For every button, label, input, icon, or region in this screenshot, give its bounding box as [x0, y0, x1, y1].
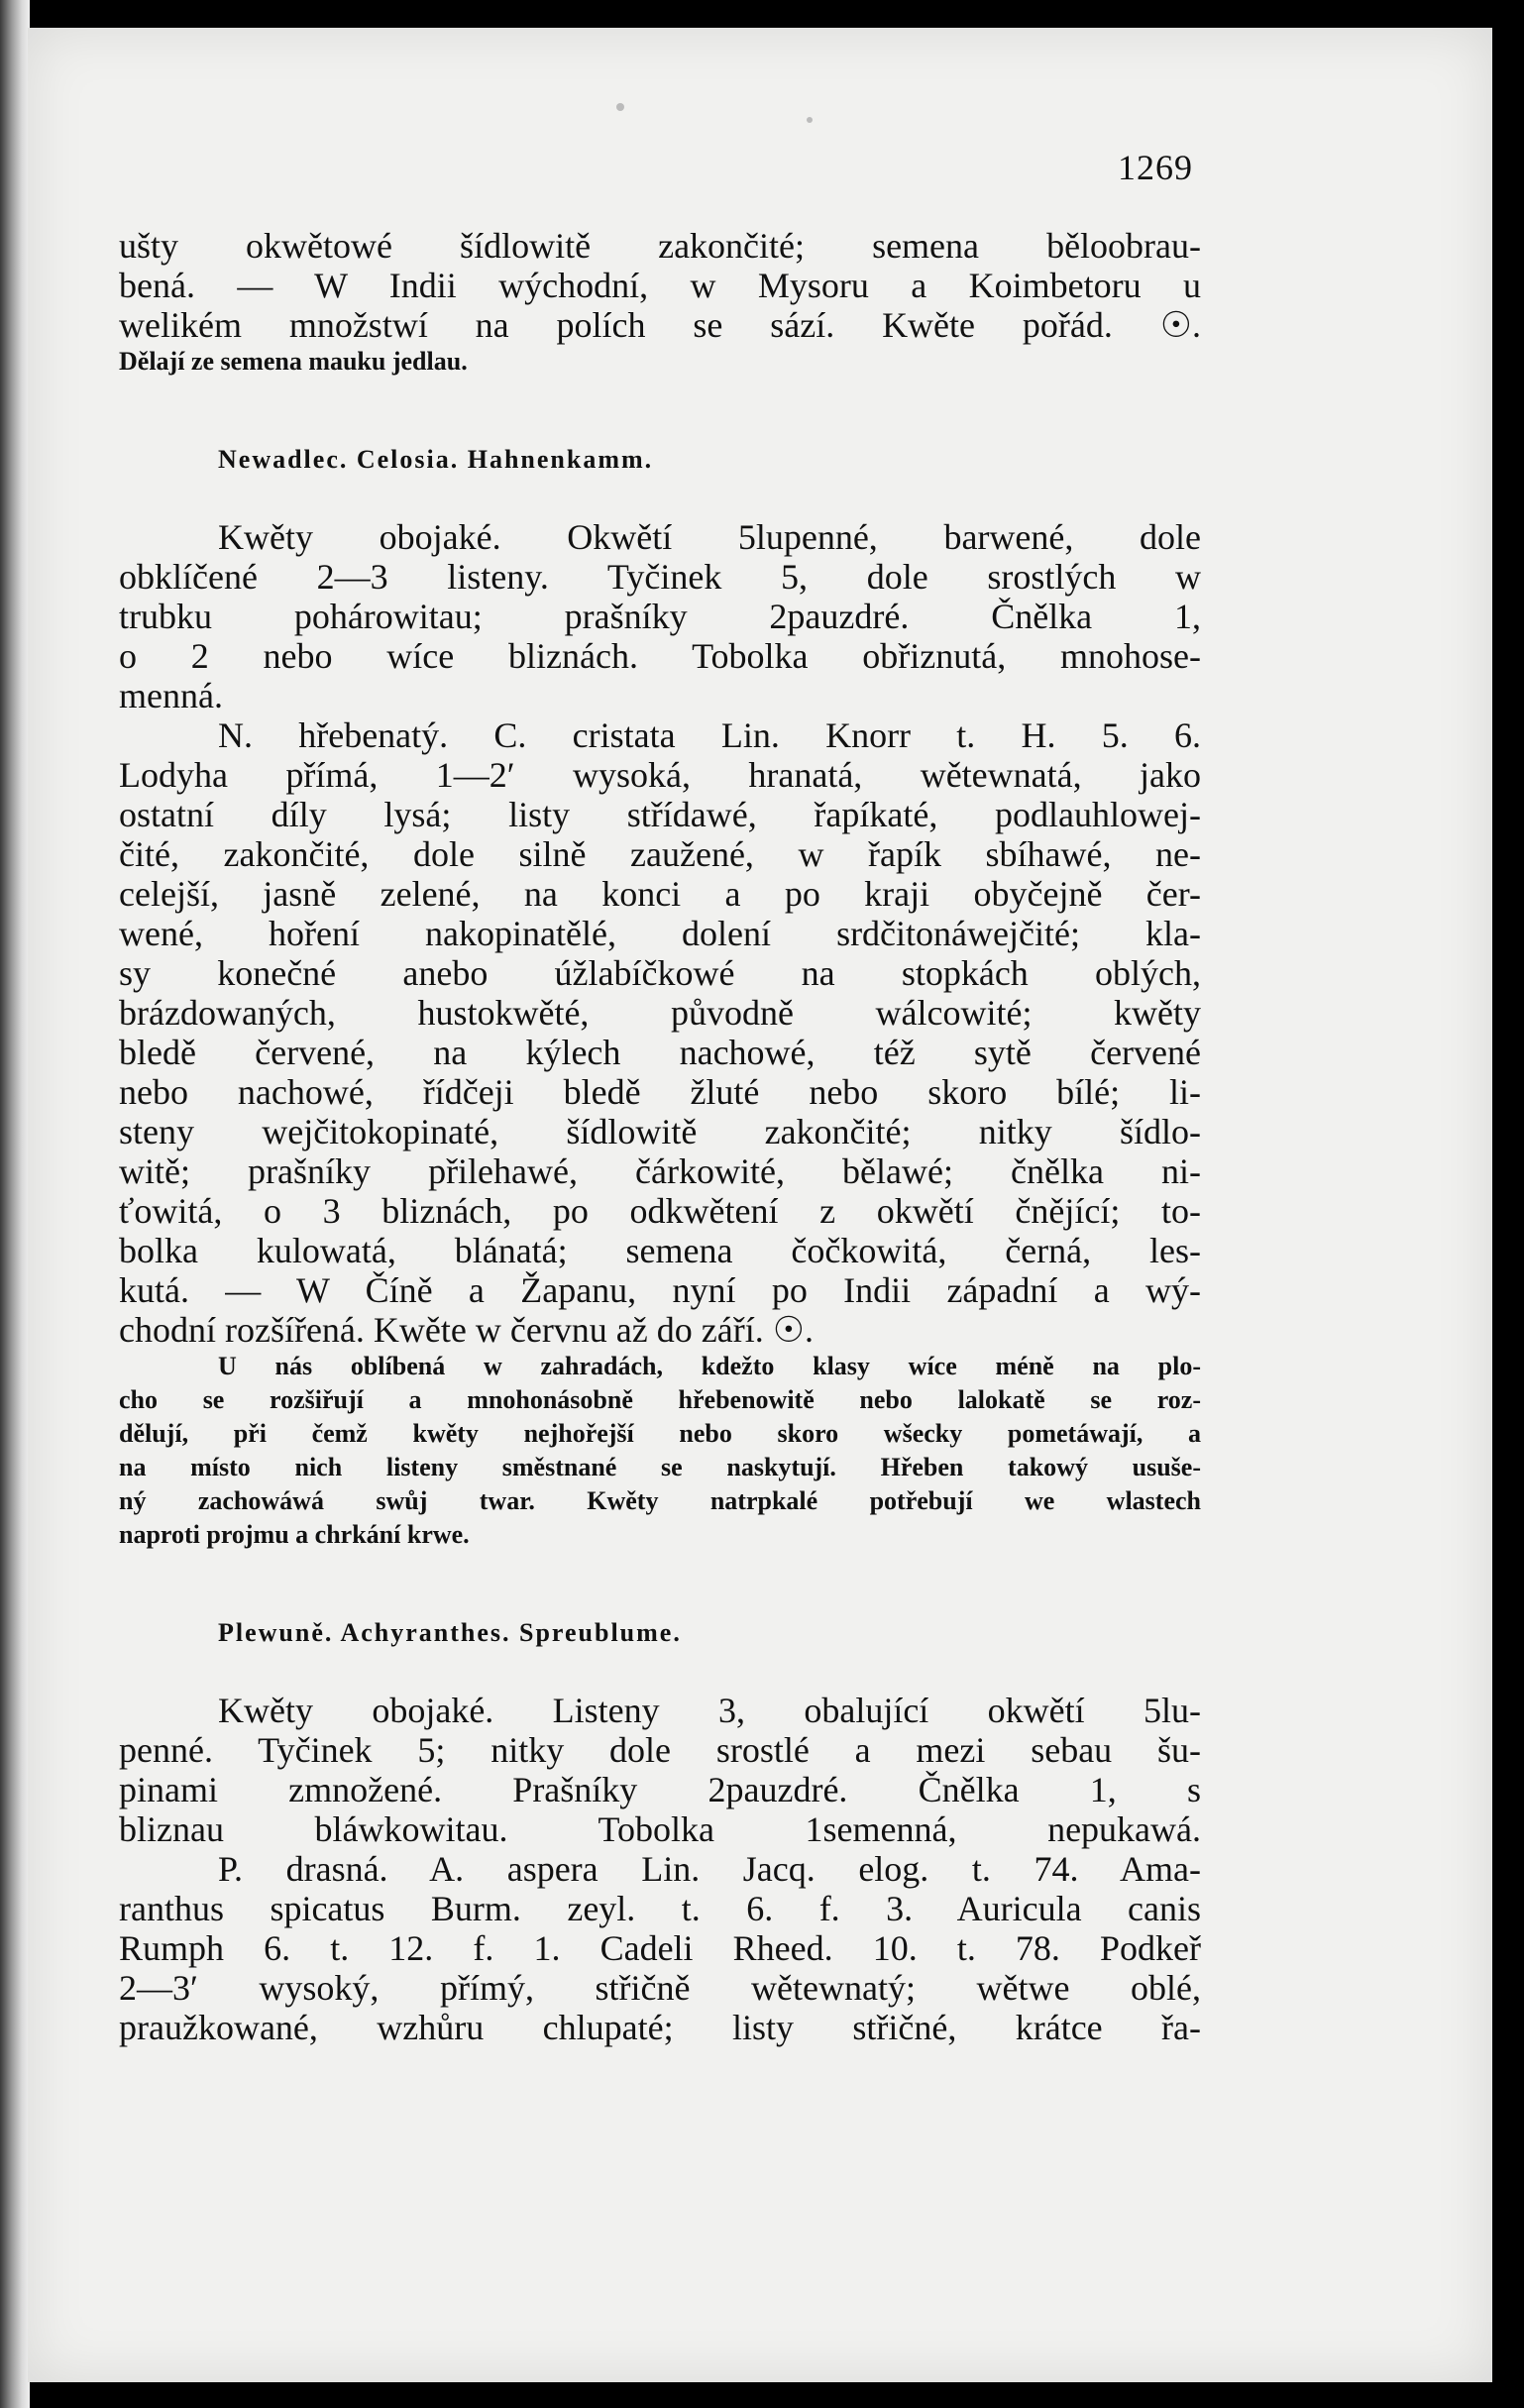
text-line: witě; prašníky přilehawé, čárkowité, bělawé; čnělka ni-: [119, 1151, 1201, 1191]
text-line: bená. — W Indii wýchodní, w Mysoru a Koimbetoru u: [119, 266, 1201, 305]
page-number: 1269: [1118, 148, 1193, 187]
text-line: pinami zmnožené. Prašníky 2pauzdré. Čnělka 1, s: [119, 1770, 1201, 1809]
note-line: ný zachowáwá swůj twar. Kwěty natrpkalé potřebují we wlastech: [119, 1486, 1201, 1515]
note-line: Dělají ze semena mauku jedlau.: [119, 347, 468, 376]
text-line: menná.: [119, 676, 223, 715]
text-line: nebo nachowé, řídčeji bledě žluté nebo skoro bílé; li-: [119, 1072, 1201, 1112]
text-line: chodní rozšířená. Kwěte w červnu až do září. ☉.: [119, 1310, 814, 1350]
genus-heading: Plewuně. Achyranthes. Spreublume.: [218, 1618, 682, 1647]
species-heading: P. drasná. A. aspera Lin. Jacq. elog. t. 74. Ama-: [218, 1849, 1201, 1889]
text-line: Rumph 6. t. 12. f. 1. Cadeli Rheed. 10. t. 78. Podkeř: [119, 1928, 1201, 1968]
text-line: ostatní díly lysá; listy střídawé, řapíkaté, podlauhlowej-: [119, 795, 1201, 834]
text-line: o 2 nebo wíce bliznách. Tobolka obřiznutá, mnohose-: [119, 636, 1201, 676]
text-line: ťowitá, o 3 bliznách, po odkwětení z okwětí čnějící; to-: [119, 1191, 1201, 1231]
text-line: brázdowaných, hustokwěté, původně wálcowité; kwěty: [119, 993, 1201, 1033]
text-line: trubku pohárowitau; prašníky 2pauzdré. Čnělka 1,: [119, 597, 1201, 636]
text-line: steny wejčitokopinaté, šídlowitě zakončité; nitky šídlo-: [119, 1112, 1201, 1151]
text-line: Kwěty obojaké. Listeny 3, obalující okwětí 5lu-: [218, 1691, 1201, 1730]
book-gutter: [0, 0, 30, 2408]
text-line: Kwěty obojaké. Okwětí 5lupenné, barwené, dole: [218, 517, 1201, 557]
note-line: na místo nich listeny směstnané se naskytují. Hřeben takowý usuše-: [119, 1453, 1201, 1481]
text-line: penné. Tyčinek 5; nitky dole srostlé a mezi sebau šu-: [119, 1730, 1201, 1770]
text-line: praužkowané, wzhůru chlupaté; listy střičné, krátce řa-: [119, 2008, 1201, 2047]
text-line: čité, zakončité, dole silně zaužené, w řapík sbíhawé, ne-: [119, 834, 1201, 874]
text-line: celejší, jasně zelené, na konci a po kraji obyčejně čer-: [119, 874, 1201, 914]
text-line: sy konečné anebo úžlabíčkowé na stopkách oblých,: [119, 953, 1201, 993]
text-line: kutá. — W Číně a Žapanu, nyní po Indii západní a wý-: [119, 1270, 1201, 1310]
text-line: 2—3′ wysoký, přímý, střičně wětewnatý; wětwe oblé,: [119, 1968, 1201, 2008]
paper-speck: [807, 117, 813, 123]
text-line: Lodyha přímá, 1—2′ wysoká, hranatá, wětewnatá, jako: [119, 755, 1201, 795]
note-line: dělují, při čemž kwěty nejhořejší nebo skoro wšecky pometáwají, a: [119, 1419, 1201, 1448]
paper-speck: [616, 103, 624, 111]
text-line: ranthus spicatus Burm. zeyl. t. 6. f. 3. Auricula canis: [119, 1889, 1201, 1928]
text-line: bliznau bláwkowitau. Tobolka 1semenná, nepukawá.: [119, 1809, 1201, 1849]
genus-heading: Newadlec. Celosia. Hahnenkamm.: [218, 445, 654, 474]
species-heading: N. hřebenatý. C. cristata Lin. Knorr t. H. 5. 6.: [218, 715, 1201, 755]
note-line: naproti projmu a chrkání krwe.: [119, 1520, 470, 1549]
text-line: bledě červené, na kýlech nachowé, též sytě červené: [119, 1033, 1201, 1072]
note-line: U nás oblíbená w zahradách, kdežto klasy wíce méně na plo-: [218, 1352, 1201, 1380]
text-line: obklíčené 2—3 listeny. Tyčinek 5, dole srostlých w: [119, 557, 1201, 597]
note-line: cho se rozšiřují a mnohonásobně hřebenowitě nebo lalokatě se roz-: [119, 1385, 1201, 1414]
text-column: [119, 226, 1201, 2047]
text-line: wené, hoření nakopinatělé, dolení srdčitonáwejčité; kla-: [119, 914, 1201, 953]
text-line: ušty okwětowé šídlowitě zakončité; semena běloobrau-: [119, 226, 1201, 266]
text-line: welikém množstwí na polích se sází. Kwěte pořád. ☉.: [119, 305, 1201, 345]
text-line: bolka kulowatá, blánatá; semena čočkowitá, černá, les-: [119, 1231, 1201, 1270]
